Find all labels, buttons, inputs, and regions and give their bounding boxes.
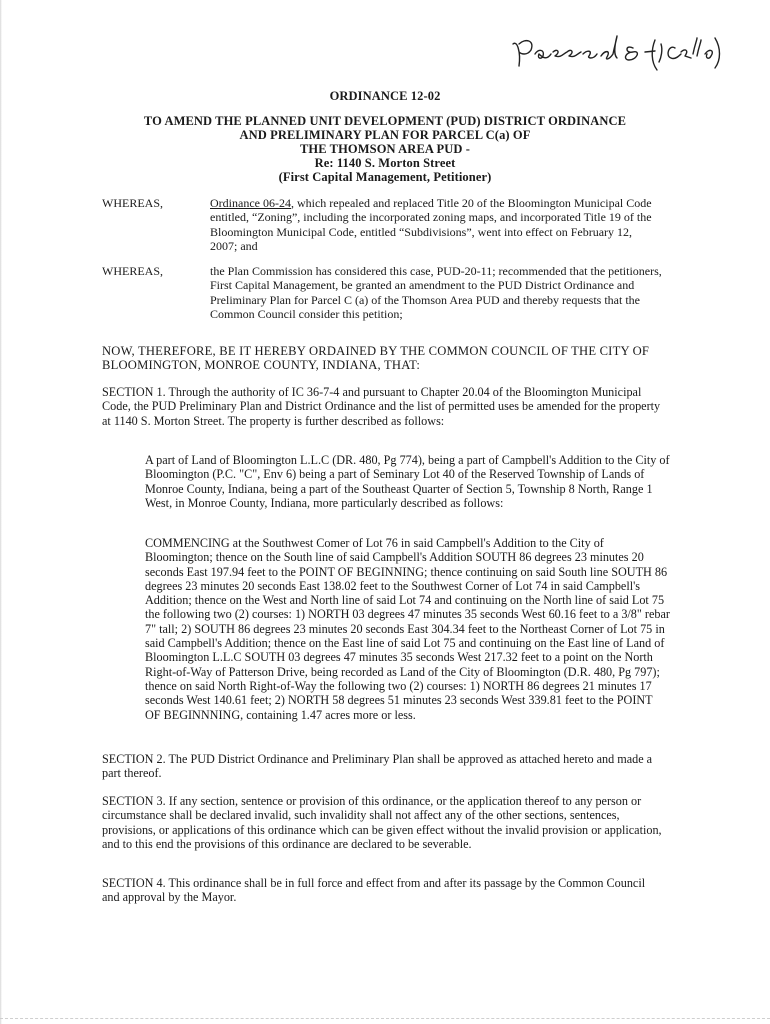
handwritten-signature-image — [505, 30, 725, 78]
whereas-label: WHEREAS, — [102, 264, 163, 278]
title-line: AND PRELIMINARY PLAN FOR PARCEL C(a) OF — [239, 128, 531, 142]
section-3: SECTION 3. If any section, sentence or provision of this ordinance, or the application thereof to any person or circumstance shall be declared invalid, such invalidity shall not affect any of the other sections, sentences, provisions, or applications of this ordinance which can be given effect without the invalid provision or application, and to this end the provisions of this ordinance are declared to be severable. — [102, 794, 662, 851]
title-line: (First Capital Management, Petitioner) — [278, 170, 492, 184]
legal-description-metes-bounds: COMMENCING at the Southwest Comer of Lot 76 in said Campbell's Addition to the City of Bloomington; thence on the South line of said Campbell's Addition SOUTH 86 degrees 23 minutes 20 seconds East 197.94 feet to the POINT OF BEGINNING; thence continuing on said South line SOUTH 86 degrees 23 minutes 20 seconds East 138.02 feet to the Southwest Corner of Lot 74 in said Campbell's Addition; thence on the West and North line of said Lot 74 and continuing on the North line of said Lot 75 the following two (2) courses: 1) NORTH 03 degrees 47 minutes 35 seconds West 60.16 feet to a 3/8" rebar 7" tall; 2) SOUTH 86 degrees 23 minutes 20 seconds East 304.34 feet to the Northeast Corner of Lot 75 in said Campbell's Addition; thence on the East line of said Lot 75 and continuing on the East line of Land of Bloomington L.L.C SOUTH 03 degrees 47 minutes 35 seconds West 217.32 feet to a point on the North Right-of-Way of Patterson Drive, being recorded as Land of the City of Bloomington (D.R. 480, Pg 797); thence on said North Right-of-Way the following two (2) courses: 1) NORTH 86 degrees 21 minutes 17 seconds West 140.61 feet; 2) NORTH 58 degrees 51 minutes 23 seconds West 339.81 feet to the POINT OF BEGINNNING, containing 1.47 acres more or less. — [145, 536, 670, 722]
whereas-label: WHEREAS, — [102, 196, 163, 210]
title-line: Re: 1140 S. Morton Street — [314, 156, 456, 170]
whereas-text — [210, 196, 662, 253]
scan-edge — [0, 1018, 770, 1020]
scan-edge — [0, 0, 2, 1024]
ordinance-title — [100, 114, 670, 184]
handwritten-passed-note — [505, 30, 725, 78]
section-2: SECTION 2. The PUD District Ordinance and Preliminary Plan shall be approved as attached hereto and made a part thereof. — [102, 752, 653, 781]
title-line: TO AMEND THE PLANNED UNIT DEVELOPMENT (PUD) DISTRICT ORDINANCE — [143, 114, 627, 128]
whereas-text: the Plan Commission has considered this case, PUD-20-11; recommended that the petitioners, First Capital Management, be granted an amendment to the PUD District Ordinance and Preliminary Plan for Parcel C (a) of the Thomson Area PUD and thereby requests that the Common Council consider this petition; — [210, 264, 662, 321]
legal-description-intro: A part of Land of Bloomington L.L.C (DR. 480, Pg 774), being a part of Campbell's Addition to the City of Bloomington (P.C. "C", Env 6) being a part of Seminary Lot 40 of the Reserved Township of Lands of Monroe County, Indiana, being a part of the Southeast Quarter of Section 5, Township 8 North, Range 1 West, in Monroe County, Indiana, more particularly described as follows: — [145, 453, 670, 510]
section-4: SECTION 4. This ordinance shall be in full force and effect from and after its passage by the Common Council and approval by the Mayor. — [102, 876, 646, 905]
title-line: THE THOMSON AREA PUD - — [299, 142, 471, 156]
whereas-body: , which repealed and replaced Title 20 of the Bloomington Municipal Code entitled, “Zoning”, including the incorporated zoning maps, and incorporated Title 19 of the Bloomington Municipal Code, entitled “Subdivisions”, went into effect on February 12, 2007; and — [210, 196, 652, 253]
ordinance-reference: Ordinance 06-24 — [210, 196, 291, 210]
ordinance-number: ORDINANCE 12-02 — [329, 89, 441, 103]
ordaining-clause: NOW, THEREFORE, BE IT HEREBY ORDAINED BY THE COMMON COUNCIL OF THE CITY OF BLOOMINGTON, MONROE COUNTY, INDIANA, THAT: — [102, 344, 650, 373]
section-1: SECTION 1. Through the authority of IC 36-7-4 and pursuant to Chapter 20.04 of the Bloomington Municipal Code, the PUD Preliminary Plan and District Ordinance and the list of permitted uses be amended for the property at 1140 S. Morton Street. The property is further described as follows: — [102, 385, 661, 428]
